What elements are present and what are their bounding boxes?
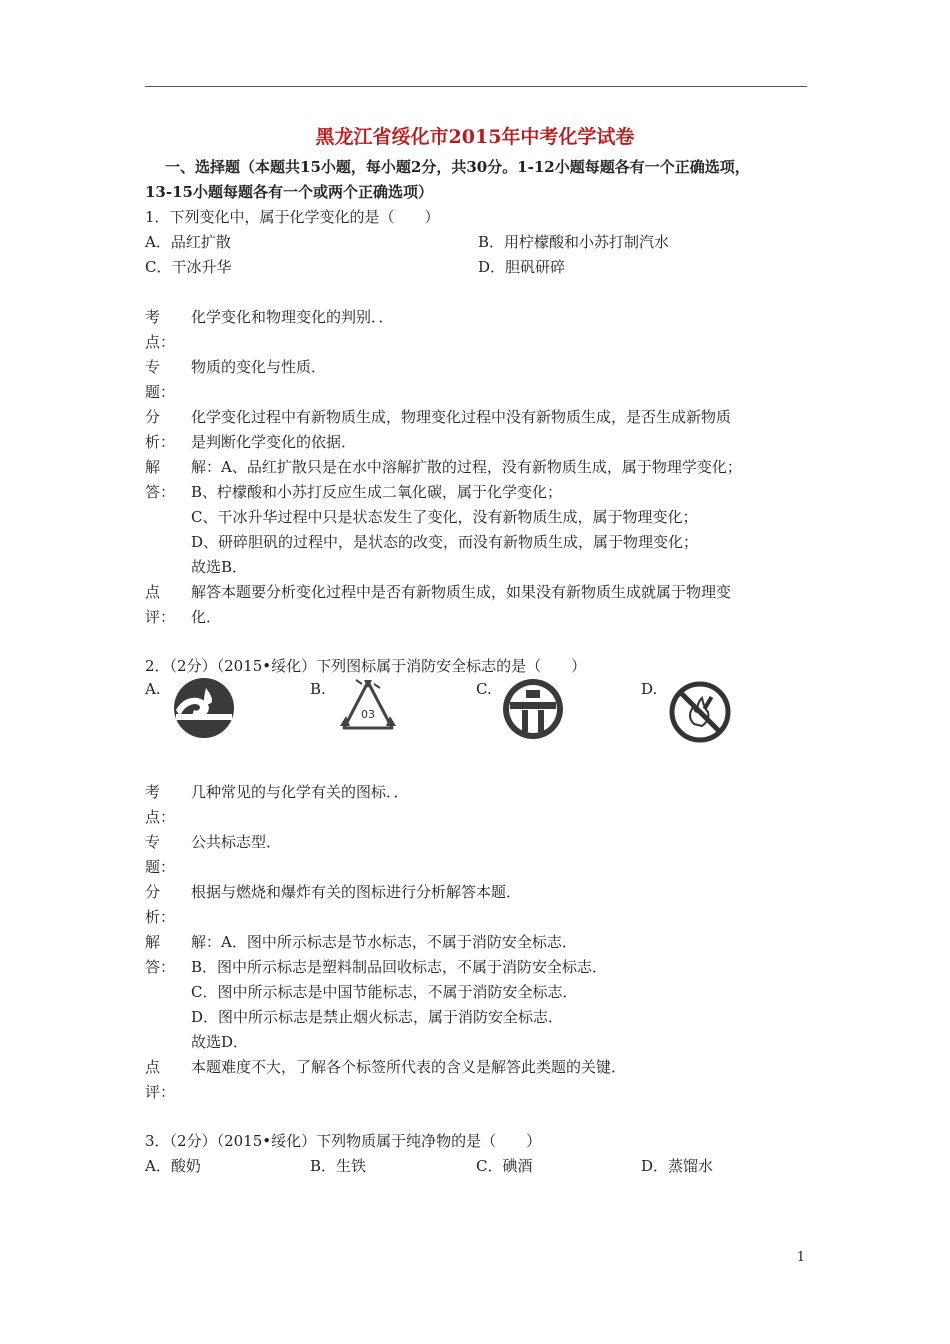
q1-dianping-cont — [145, 606, 807, 631]
q2-jieda — [145, 931, 807, 956]
content: 物质的变化与性质． — [191, 358, 327, 376]
q1-dianping — [145, 581, 807, 606]
content: 根据与燃烧和爆炸有关的图标进行分析解答本题． — [191, 883, 522, 901]
q1-option-a: A．品红扩散 — [145, 233, 231, 251]
q2-dianping — [145, 1056, 807, 1081]
q1-jieda — [145, 456, 807, 481]
label: 析： — [145, 908, 176, 926]
q2-fenxi — [145, 881, 807, 906]
q3-option-c: C．碘酒 — [476, 1157, 533, 1175]
section-heading-line1: 一、选择题（本题共15小题，每小题2分，共30分。1-12小题每题各有一个正确选项， — [165, 158, 750, 176]
water-saving-sign-icon — [172, 676, 236, 740]
header-rule — [145, 86, 807, 87]
page-title: 黑龙江省绥化市2015年中考化学试卷 — [315, 126, 635, 148]
label: 解 — [145, 933, 161, 951]
content: 故选D． — [191, 1033, 249, 1051]
label: 分 — [145, 408, 161, 426]
q2-jieda-cont — [145, 1006, 807, 1031]
energy-saving-sign-icon — [500, 676, 566, 742]
q2-kaodian-cont — [145, 806, 807, 831]
q1-option-b: B．用柠檬酸和小苏打制汽水 — [478, 233, 670, 251]
q3-option-d: D．蒸馏水 — [641, 1157, 714, 1175]
content: 解答本题要分析变化过程中是否有新物质生成，如果没有新物质生成就属于物理变 — [191, 583, 732, 601]
q1-option-d: D．胆矾研碎 — [478, 258, 566, 276]
content: 化． — [191, 608, 222, 626]
label: 点： — [145, 808, 176, 826]
label: 评： — [145, 608, 176, 626]
label: 分 — [145, 883, 161, 901]
content: C．图中所示标志是中国节能标志，不属于消防安全标志． — [191, 983, 578, 1001]
label: 题： — [145, 858, 176, 876]
label: 点 — [145, 1058, 161, 1076]
label: 点 — [145, 583, 161, 601]
q2-jieda-cont — [145, 956, 807, 981]
label: 专 — [145, 833, 161, 851]
content: 故选B． — [191, 558, 248, 576]
q2-zhuanti — [145, 831, 807, 856]
no-fire-sign-icon — [668, 680, 732, 744]
content: B、柠檬酸和小苏打反应生成二氧化碳，属于化学变化； — [191, 483, 563, 501]
q2-jieda-cont — [145, 1031, 807, 1056]
q1-fenxi — [145, 406, 807, 431]
q1-zhuanti — [145, 356, 807, 381]
q2-kaodian — [145, 781, 807, 806]
q1-kaodian-cont — [145, 331, 807, 356]
content: D、研碎胆矾的过程中，是状态的改变，而没有新物质生成，属于物理变化； — [191, 533, 699, 551]
q2-option-a: A. — [145, 680, 161, 698]
content: 公共标志型． — [191, 833, 282, 851]
q2-option-c: C. — [476, 680, 492, 698]
q2-dianping-cont — [145, 1081, 807, 1106]
section-heading-line2: 13-15小题每题各有一个或两个正确选项） — [145, 183, 433, 201]
q1-jieda-cont — [145, 556, 807, 581]
label: 题： — [145, 383, 176, 401]
content: 几种常见的与化学有关的图标．． — [191, 783, 409, 801]
content: 化学变化过程中有新物质生成，物理变化过程中没有新物质生成，是否生成新物质 — [191, 408, 732, 426]
content: 化学变化和物理变化的判别．． — [191, 308, 394, 326]
q3-option-a: A．酸奶 — [145, 1157, 201, 1175]
q2-option-b: B. — [310, 680, 326, 698]
recycle-sign-icon — [334, 676, 402, 742]
q1-stem: 1．下列变化中，属于化学变化的是（ ） — [145, 208, 440, 226]
label: 析： — [145, 433, 176, 451]
q1-option-c: C．干冰升华 — [145, 258, 232, 276]
q1-zhuanti-cont — [145, 381, 807, 406]
label: 专 — [145, 358, 161, 376]
q2-fenxi-cont — [145, 906, 807, 931]
q1-jieda-cont — [145, 531, 807, 556]
q2-stem: 2．（2分）（2015•绥化）下列图标属于消防安全标志的是（ ） — [145, 657, 587, 675]
label: 解 — [145, 458, 161, 476]
q1-jieda-cont — [145, 481, 807, 506]
content: 解：A、品红扩散只是在水中溶解扩散的过程，没有新物质生成，属于物理学变化； — [191, 458, 742, 476]
label: 答： — [145, 483, 176, 501]
q3-option-b: B．生铁 — [310, 1157, 367, 1175]
page-number: 1 — [796, 1250, 805, 1265]
q2-option-d: D. — [641, 680, 658, 698]
label: 考 — [145, 783, 161, 801]
label: 考 — [145, 308, 161, 326]
q2-jieda-cont — [145, 981, 807, 1006]
content: D．图中所示标志是禁止烟火标志，属于消防安全标志． — [191, 1008, 564, 1026]
label: 点： — [145, 333, 176, 351]
label: 答： — [145, 958, 176, 976]
q2-zhuanti-cont — [145, 856, 807, 881]
q1-fenxi-cont — [145, 431, 807, 456]
q1-kaodian — [145, 306, 807, 331]
q1-jieda-cont — [145, 506, 807, 531]
content: C、干冰升华过程中只是状态发生了变化，没有新物质生成，属于物理变化； — [191, 508, 698, 526]
label: 评： — [145, 1083, 176, 1101]
q3-stem: 3．（2分）（2015•绥化）下列物质属于纯净物的是（ ） — [145, 1132, 542, 1150]
content: 是判断化学变化的依据． — [191, 433, 357, 451]
recycle-code: 03 — [361, 708, 375, 721]
content: 本题难度不大，了解各个标签所代表的含义是解答此类题的关键． — [191, 1058, 627, 1076]
content: 解：A．图中所示标志是节水标志，不属于消防安全标志． — [191, 933, 577, 951]
content: B．图中所示标志是塑料制品回收标志，不属于消防安全标志． — [191, 958, 608, 976]
